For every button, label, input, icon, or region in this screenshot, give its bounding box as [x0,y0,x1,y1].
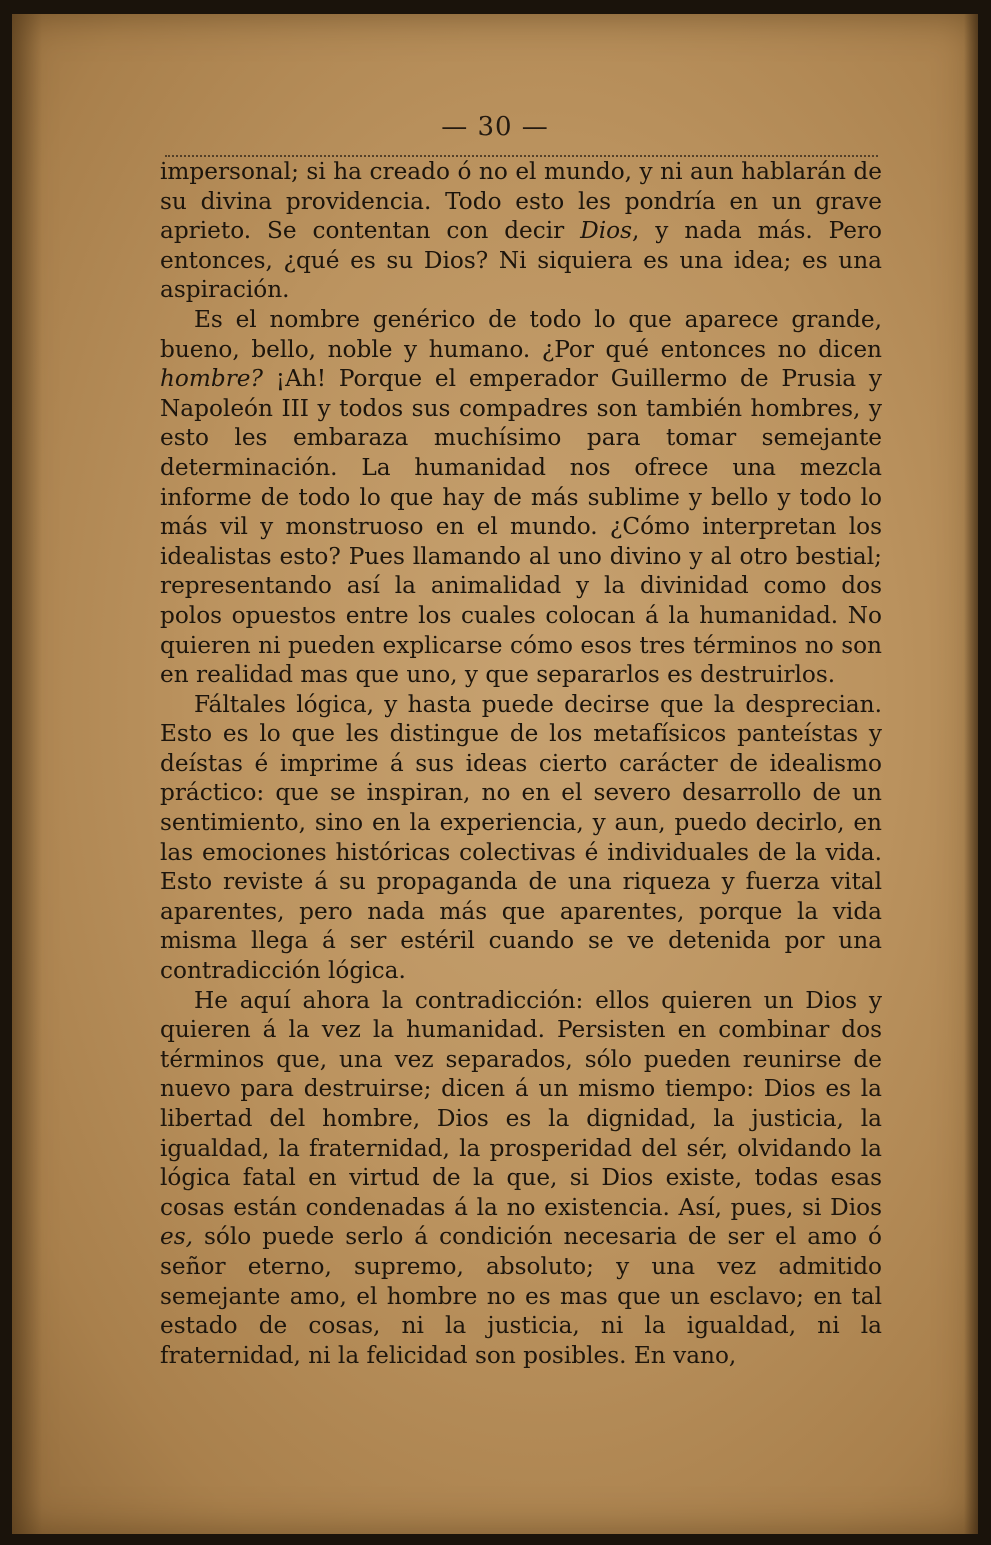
italic-text-run: hombre? [160,365,263,393]
text-run: Es el nombre genérico de todo lo que aparece grande, bueno, bello, noble y humano. ¿Por qué entonces no dicen [160,305,882,363]
italic-text-run: es, [160,1223,193,1251]
paragraph [160,690,882,986]
paragraph [160,157,882,305]
book-page [12,14,978,1534]
paragraph [160,305,882,690]
text-run: impersonal; si ha creado ó no el mundo, y ni aun hablarán de su divina providencia. Todo esto les pondría en un grave aprieto. Se contentan con decir [160,158,882,245]
paragraph [160,986,882,1371]
page-number: — 30 — [441,112,549,142]
text-run: , y nada más. Pero entonces, ¿qué es su Dios? Ni siquiera es una idea; es una aspiración. [160,217,882,304]
text-run: ¡Ah! Porque el emperador Guillermo de Prusia y Napoleón III y todos sus compadres son también hombres, y esto les embaraza muchísimo para tomar semejante determinación. La humanidad nos ofrece una mezcla informe de todo lo que hay de más sublime y bello y todo lo más vil y monstruoso en el mundo. ¿Cómo interpretan los idealistas esto? Pues llamando al uno divino y al otro bestial; representando así la animalidad y la divinidad como dos polos opuestos entre los cuales colocan á la humanidad. No quieren ni pueden explicarse cómo esos tres términos no son en realidad mas que uno, y que separarlos es destruirlos. [160,365,882,689]
italic-text-run: Dios [580,217,633,245]
text-run: He aquí ahora la contradicción: ellos quieren un Dios y quieren á la vez la humanidad. Persisten en combinar dos términos que, una vez separados, sólo pueden reunirse de nuevo para destruirse; dicen á un mismo tiempo: Dios es la libertad del hombre, Dios es la dignidad, la justicia, la igualdad, la fraternidad, la prosperidad del sér, olvidando la lógica fatal en virtud de la que, si Dios existe, todas esas cosas están condenadas á la no existencia. Así, pues, si Dios [160,986,882,1221]
body-text [160,157,882,1370]
text-run: sólo puede serlo á condición necesaria de ser el amo ó señor eterno, supremo, absoluto; y una vez admitido semejante amo, el hombre no es mas que un esclavo; en tal estado de cosas, ni la justicia, ni la igualdad, ni la fraternidad, ni la felicidad son posibles. En vano, [160,1223,882,1369]
text-run: Fáltales lógica, y hasta puede decirse que la desprecian. Esto es lo que les distingue de los metafísicos panteístas y deístas é imprime á sus ideas cierto carácter de idealismo práctico: que se inspiran, no en el severo desarrollo de un sentimiento, sino en la experiencia, y aun, puedo decirlo, en las emociones históricas colectivas é individuales de la vida. Esto reviste á su propaganda de una riqueza y fuerza vital aparentes, pero nada más que aparentes, porque la vida misma llega á ser estéril cuando se ve detenida por una contradicción lógica. [160,690,882,985]
